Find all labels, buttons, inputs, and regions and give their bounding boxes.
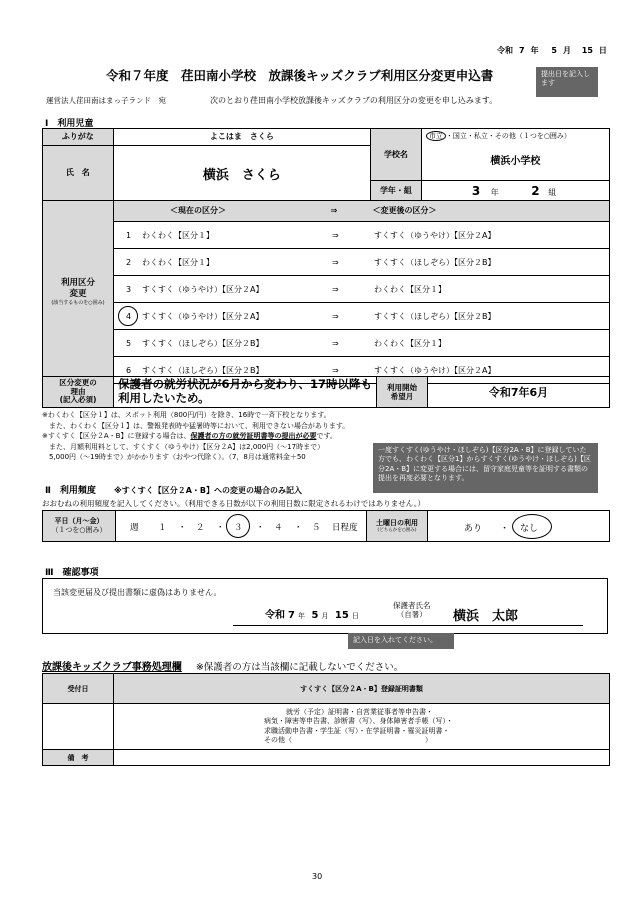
guardian-label: 保護者氏名 （自署）: [393, 601, 431, 620]
change-table: [42, 200, 610, 384]
grade-cell: 3 年 2 組: [421, 181, 609, 201]
change-header: ＜現在の区分＞ ⇒ ＜変更後の区分＞: [114, 201, 610, 222]
change-row-4: 4 すくすく（ゆうやけ）【区分２A】 ⇒ すくすく（ほしぞら）【区分２B】: [114, 303, 610, 330]
received-value: [43, 704, 114, 750]
reason-label: 区分変更の 理由 (記入必須): [43, 377, 114, 408]
change-label-note: (該当するものを○囲み): [51, 299, 105, 306]
name-value: 横浜 さくら: [113, 146, 370, 201]
confirm-date: 令和 7 年 5 月 15 日: [265, 610, 359, 621]
reason-value: 保護者の就労状況が6月から変わり、17時以降も利用したいため。: [114, 377, 377, 408]
office-table: [42, 673, 610, 766]
page-number: 30: [312, 872, 323, 881]
reason-table: [42, 376, 610, 408]
confirm-box: [42, 578, 608, 634]
note-callout: 一度すくすく(ゆうやけ・ほしぞら)【区分2A・B】に登録していた方でも、わくわく【区分1】からすくすく(ゆうやけ・ほしぞら)【区分2A・B】に変更する場合には、留守家庭児童等を証明する書類の提出を再度必要となります。: [373, 443, 598, 493]
school-type-options: ・国立・私立・その他（１つを○囲み）: [445, 132, 571, 140]
weekday-label: 平日（月〜金） （１つを○囲み）: [43, 511, 116, 542]
signature-line: [233, 625, 583, 626]
name-label: 氏 名: [43, 146, 114, 201]
office-heading: 放課後キッズクラブ事務処理欄 ※保護者の方は当該欄に記載しないでください。: [42, 662, 404, 673]
school-label: 学校名: [371, 129, 422, 181]
change-row-1: 1 わくわく【区分１】 ⇒ すくすく（ゆうやけ）【区分２A】: [114, 222, 610, 249]
address-line: 運営法人荏田南はまっ子ランド 宛: [46, 96, 166, 105]
class-value: 2: [531, 183, 540, 198]
change-label: 利用区分変更: [60, 278, 95, 299]
sign-callout: 記入日を入れてください。: [348, 633, 454, 649]
top-date: 令和 7 年 5 月 15 日: [497, 46, 607, 55]
start-value: 令和7年6月: [428, 377, 610, 408]
section2-heading: Ⅱ 利用頻度 ※すくすく【区分２A・B】への変更の場合のみ記入: [45, 486, 303, 496]
section3-heading: Ⅲ 確認事項: [45, 568, 99, 578]
furigana-value: よこはま さくら: [113, 129, 370, 146]
date-callout: 提出日を記入します: [536, 67, 598, 97]
doc-header: すくすく【区分２A・B】登録証明書類: [114, 674, 610, 704]
saturday-label: 土曜日の利用 (どちらかを○囲み): [367, 511, 428, 542]
change-label-cell: [43, 201, 114, 384]
remarks-label: 備 考: [43, 750, 114, 766]
change-row-5: 5 すくすく（ほしぞら）【区分２B】 ⇒ わくわく【区分１】: [114, 330, 610, 357]
remarks-value: [114, 750, 610, 766]
notes: ※わくわく【区分１】は、スポット利用（800円/円）を除き、16時で一斉下校となります。 また、わくわく【区分１】は、警報発表時や猛暑時等において、利用できない場合があります。 ※すくすく【区分２A・B】に登録する場合は、保護者の方の就労証明書等の提出が必要です。 また、月額利用料として、すくすく（ゆうやけ）【区分２A】は2,000円（〜17時まで） 5,000円（〜19時まで）がかかります（おやつ代除く）。（7，8月は通常料金＋50: [42, 411, 350, 461]
grade-value: 3: [471, 183, 481, 198]
school-type-circle: 市立: [426, 131, 446, 141]
guardian-value: 横浜 太郎: [453, 609, 519, 624]
received-label: 受付日: [43, 674, 114, 704]
change-row-2: 2 わくわく【区分１】 ⇒ すくすく（ほしぞら）【区分２B】: [114, 249, 610, 276]
weekday-options: 週 １ ・ ２ ・ ３ ・ ４ ・ ５ 日程度: [116, 511, 367, 542]
saturday-options: あり ・ なし: [428, 511, 610, 542]
section2-note: おおむねの利用頻度を記入してください。（利用できる日数が以下の利用日数に限定されるわけではありません。）: [42, 499, 425, 508]
start-label: 利用開始 希望月: [377, 377, 428, 408]
intro-text: 次のとおり荏田南小学校放課後キッズクラブの利用区分の変更を申し込みます。: [210, 96, 498, 105]
school-cell: [421, 129, 609, 181]
doc-list: 就労（予定）証明書・自営業従事者等申告書・ 病気・障害等申告書、診断書（写）、身体障害者手帳（写）・ 求職活動申告書・学生証（写）・在学証明書・罹災証明書・ その他（ ）: [114, 704, 610, 750]
frequency-table: [42, 510, 610, 542]
change-row-6: 6 すくすく（ほしぞら）【区分２B】 ⇒ すくすく（ゆうやけ）【区分２A】: [114, 357, 610, 384]
child-info-table: [42, 128, 610, 201]
page-title: 令和７年度 荏田南小学校 放課後キッズクラブ利用区分変更申込書: [106, 68, 494, 83]
section1-heading: Ⅰ 利用児童: [45, 119, 94, 129]
confirm-text: 当該変更届及び提出書類に虚偽はありません。: [53, 588, 222, 597]
grade-label: 学年・組: [371, 181, 422, 201]
change-row-3: 3 すくすく（ゆうやけ）【区分２A】 ⇒ わくわく【区分１】: [114, 276, 610, 303]
school-value: 横浜小学校: [490, 156, 541, 167]
furigana-label: ふりがな: [43, 129, 114, 146]
